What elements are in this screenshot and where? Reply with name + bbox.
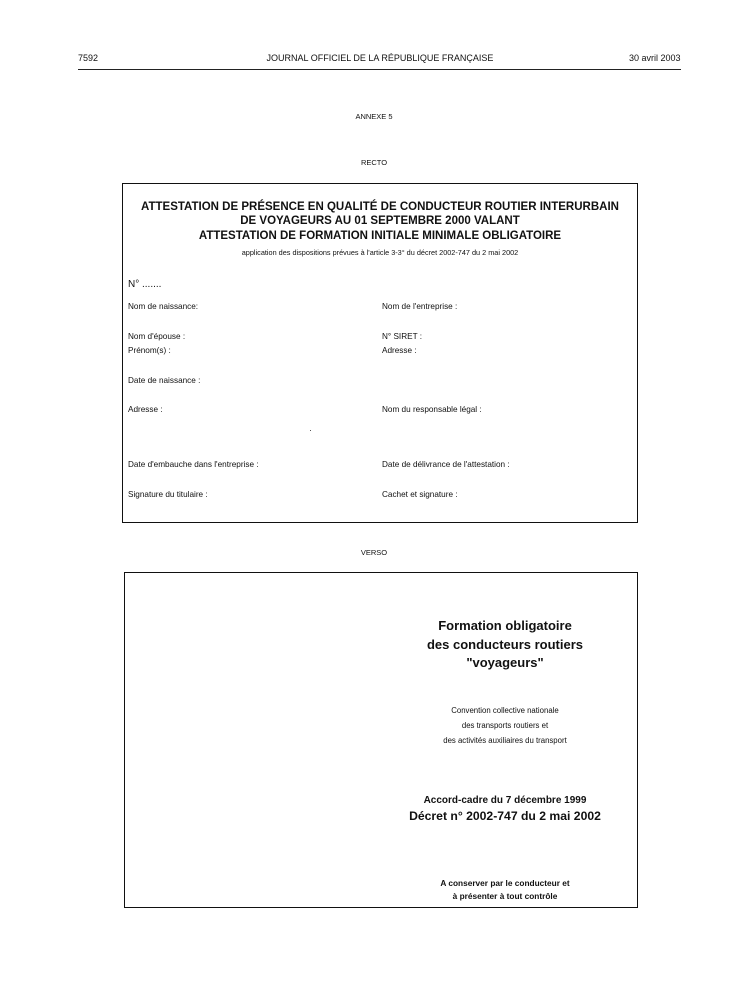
field-date-embauche: Date d'embauche dans l'entreprise : xyxy=(128,460,259,469)
field-signature-titulaire: Signature du titulaire : xyxy=(128,490,208,499)
recto-title-line-2: DE VOYAGEURS AU 01 SEPTEMBRE 2000 VALANT xyxy=(240,215,520,227)
field-nom-epouse: Nom d'épouse : xyxy=(128,332,186,341)
recto-title-line-3: ATTESTATION DE FORMATION INITIALE MINIMALE OBLIGATOIRE xyxy=(198,230,562,242)
field-date-naissance: Date de naissance : xyxy=(128,376,201,385)
journal-title: JOURNAL OFFICIEL DE LA RÉPUBLIQUE FRANÇAISE xyxy=(266,53,494,63)
convention-line-2: des transports routiers et xyxy=(461,721,549,730)
verso-card xyxy=(124,572,638,908)
keep-line-1: A conserver par le conducteur et xyxy=(440,878,570,888)
field-siret: N° SIRET : xyxy=(382,332,422,341)
decret-reference: Décret n° 2002-747 du 2 mai 2002 xyxy=(409,809,601,823)
convention-line-3: des activités auxiliaires du transport xyxy=(443,736,567,745)
verso-title-line-1: Formation obligatoire xyxy=(438,618,572,633)
recto-title-line-1: ATTESTATION DE PRÉSENCE EN QUALITÉ DE CONDUCTEUR ROUTIER INTERURBAIN xyxy=(141,201,619,213)
header-rule xyxy=(78,69,681,70)
recto-label: RECTO xyxy=(360,158,388,167)
attestation-number: N° ....... xyxy=(128,279,162,290)
accord-cadre: Accord-cadre du 7 décembre 1999 xyxy=(423,795,587,806)
publication-date: 30 avril 2003 xyxy=(629,53,681,63)
keep-line-2: à présenter à tout contrôle xyxy=(452,891,558,901)
field-adresse-entreprise: Adresse : xyxy=(382,346,417,355)
convention-line-1: Convention collective nationale xyxy=(451,706,559,715)
field-nom-naissance: Nom de naissance: xyxy=(128,302,199,311)
field-prenoms: Prénom(s) : xyxy=(128,346,171,355)
verso-title-line-2: des conducteurs routiers xyxy=(426,637,584,652)
annex-label: ANNEXE 5 xyxy=(355,112,393,121)
field-cachet-signature: Cachet et signature : xyxy=(382,490,458,499)
field-nom-entreprise: Nom de l'entreprise : xyxy=(382,302,458,311)
field-responsable-legal: Nom du responsable légal : xyxy=(382,405,482,414)
verso-title-line-3: "voyageurs" xyxy=(466,655,544,670)
field-adresse: Adresse : xyxy=(128,405,163,414)
recto-form xyxy=(122,183,638,523)
verso-label: VERSO xyxy=(360,548,388,557)
application-line: application des dispositions prévues à l'article 3-3° du décret 2002-747 du 2 mai 2002 xyxy=(241,248,519,257)
page-number: 7592 xyxy=(78,53,99,63)
stray-dot xyxy=(310,430,311,431)
field-date-delivrance: Date de délivrance de l'attestation : xyxy=(382,460,510,469)
